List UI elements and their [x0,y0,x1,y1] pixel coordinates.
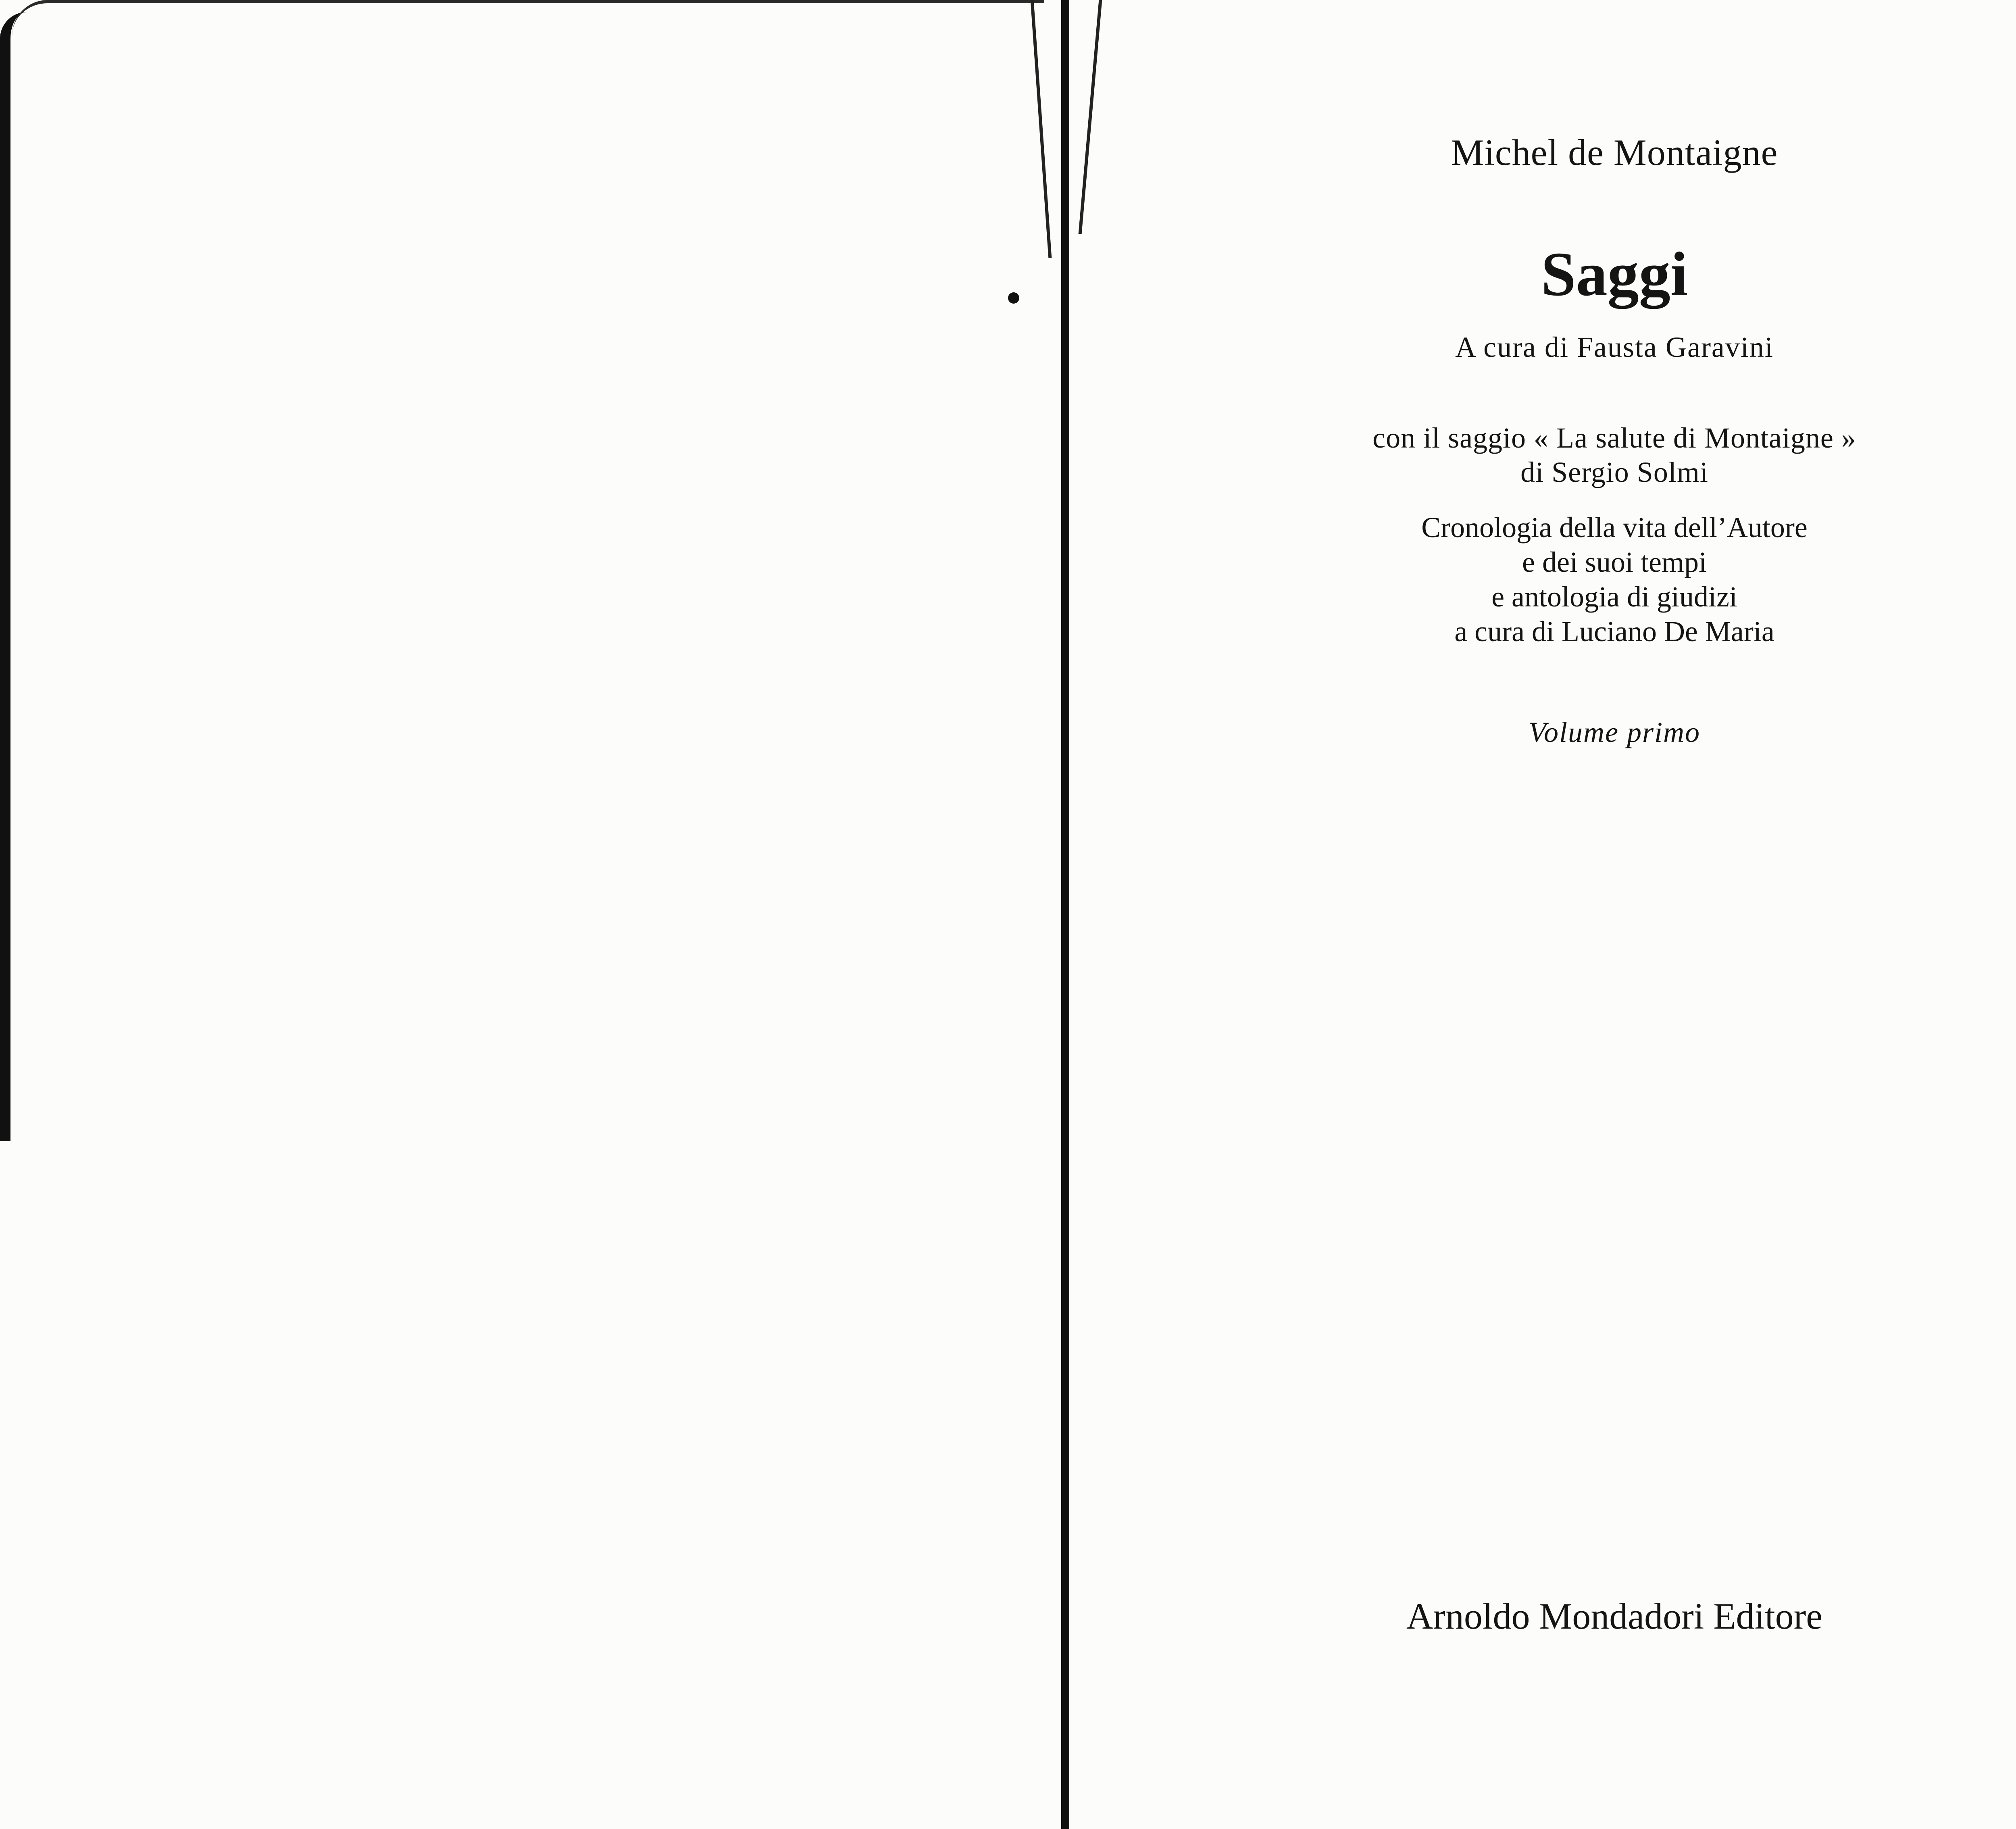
title-page [1073,0,2016,1829]
chronology-line: a cura di Luciano De Maria [1454,615,1774,648]
publisher-name: Arnoldo Mondadori Editore [1406,1596,1823,1637]
volume-label: Volume primo [1529,716,1700,748]
author-name: Michel de Montaigne [1451,132,1778,173]
chronology-credit [1073,510,2016,649]
book-gutter [1061,0,1069,1829]
chronology-line: e antologia di giudizi [1491,581,1737,613]
left-page-top-edge [12,0,1044,35]
essay-credit-line1: con il saggio « La salute di Montaigne » [1372,422,1856,454]
book-title: Saggi [1541,239,1688,309]
chronology-line: e dei suoi tempi [1522,546,1707,578]
chronology-line: Cronologia della vita dell’Autore [1421,511,1808,544]
essay-credit-line2: di Sergio Solmi [1520,456,1708,488]
editor-credit: A cura di Fausta Garavini [1455,331,1774,363]
ink-speck [1008,292,1019,304]
left-page-edge [0,12,27,1141]
